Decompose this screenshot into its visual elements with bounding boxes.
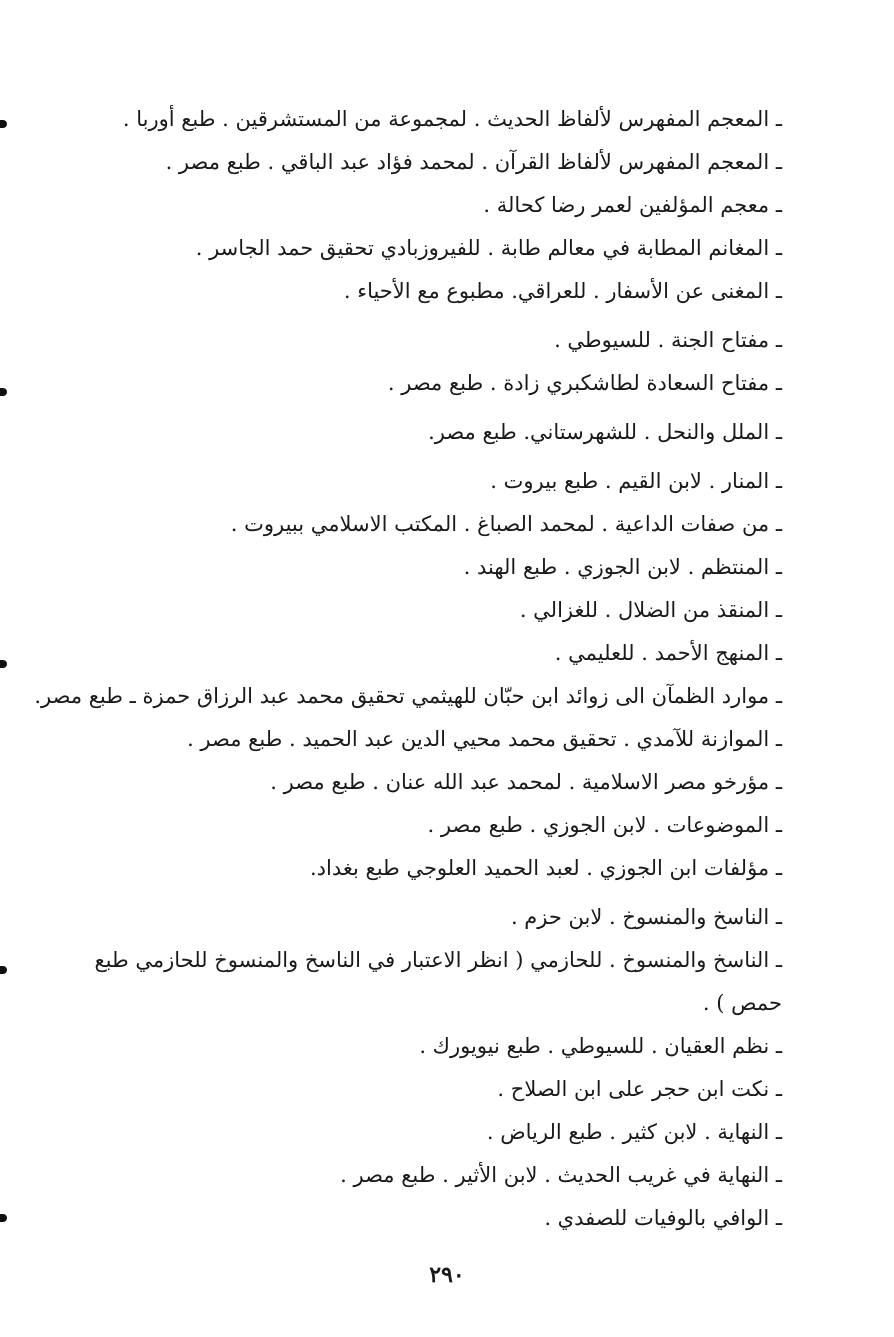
bibliography-entry: ـ المنهج الأحمد . للعليمي . (554, 641, 782, 665)
scan-edge-mark (0, 660, 7, 668)
bibliography-entry: ـ نظم العقيان . للسيوطي . طبع نيويورك . (419, 1034, 782, 1058)
bibliography-entry: ـ المغنى عن الأسفار . للعراقي. مطبوع مع الأحياء . (343, 279, 782, 303)
scan-edge-mark (0, 1214, 7, 1222)
bibliography-entry: ـ المعجم المفهرس لألفاظ القرآن . لمحمد فؤاد عبد الباقي . طبع مصر . (165, 150, 782, 174)
scan-edge-mark (0, 120, 7, 128)
bibliography-entry: ـ نكت ابن حجر على ابن الصلاح . (497, 1077, 782, 1101)
page-number: ٢٩٠ (429, 1262, 465, 1288)
bibliography-entry: ـ الموازنة للآمدي . تحقيق محمد محيي الدين عبد الحميد . طبع مصر . (187, 727, 782, 751)
bibliography-entry: ـ النهاية . لابن كثير . طبع الرياض . (486, 1120, 782, 1144)
bibliography-list (34, 98, 782, 1240)
bibliography-entry: ـ الملل والنحل . للشهرستاني. طبع مصر. (428, 420, 782, 444)
scan-edge-mark (0, 966, 7, 974)
bibliography-entry: ـ من صفات الداعية . لمحمد الصباغ . المكتب الاسلامي ببيروت . (230, 512, 782, 536)
bibliography-entry: ـ مؤرخو مصر الاسلامية . لمحمد عبد الله عنان . طبع مصر . (270, 770, 782, 794)
bibliography-entry: ـ موارد الظمآن الى زوائد ابن حبّان للهيثمي تحقيق محمد عبد الرزاق حمزة ـ طبع مصر. (34, 684, 782, 708)
bibliography-entry: ـ مفتاح الجنة . للسيوطي . (554, 328, 782, 352)
bibliography-entry: ـ المعجم المفهرس لألفاظ الحديث . لمجموعة من المستشرقين . طبع أوربا . (122, 107, 782, 131)
bibliography-entry: ـ الوافي بالوفيات للصفدي . (544, 1206, 782, 1230)
scan-edge-mark (0, 388, 7, 396)
bibliography-entry: ـ معجم المؤلفين لعمر رضا كحالة . (483, 193, 782, 217)
bibliography-entry: ـ مؤلفات ابن الجوزي . لعبد الحميد العلوجي طبع بغداد. (310, 856, 782, 880)
bibliography-entry: ـ الموضوعات . لابن الجوزي . طبع مصر . (427, 813, 782, 837)
bibliography-entry: ـ الناسخ والمنسوخ . للحازمي ( انظر الاعتبار في الناسخ والمنسوخ للحازمي طبع حمص ) . (94, 948, 782, 1015)
bibliography-entry: ـ النهاية في غريب الحديث . لابن الأثير . طبع مصر . (340, 1163, 782, 1187)
bibliography-entry: ـ الناسخ والمنسوخ . لابن حزم . (510, 905, 782, 929)
bibliography-entry: ـ المنتظم . لابن الجوزي . طبع الهند . (463, 555, 782, 579)
bibliography-entry: ـ المنار . لابن القيم . طبع بيروت . (490, 469, 782, 493)
bibliography-entry: ـ مفتاح السعادة لطاشكبري زادة . طبع مصر . (387, 371, 782, 395)
bibliography-entry: ـ المنقذ من الضلال . للغزالي . (519, 598, 782, 622)
bibliography-entry: ـ المغانم المطابة في معالم طابة . للفيروزبادي تحقيق حمد الجاسر . (195, 236, 782, 260)
